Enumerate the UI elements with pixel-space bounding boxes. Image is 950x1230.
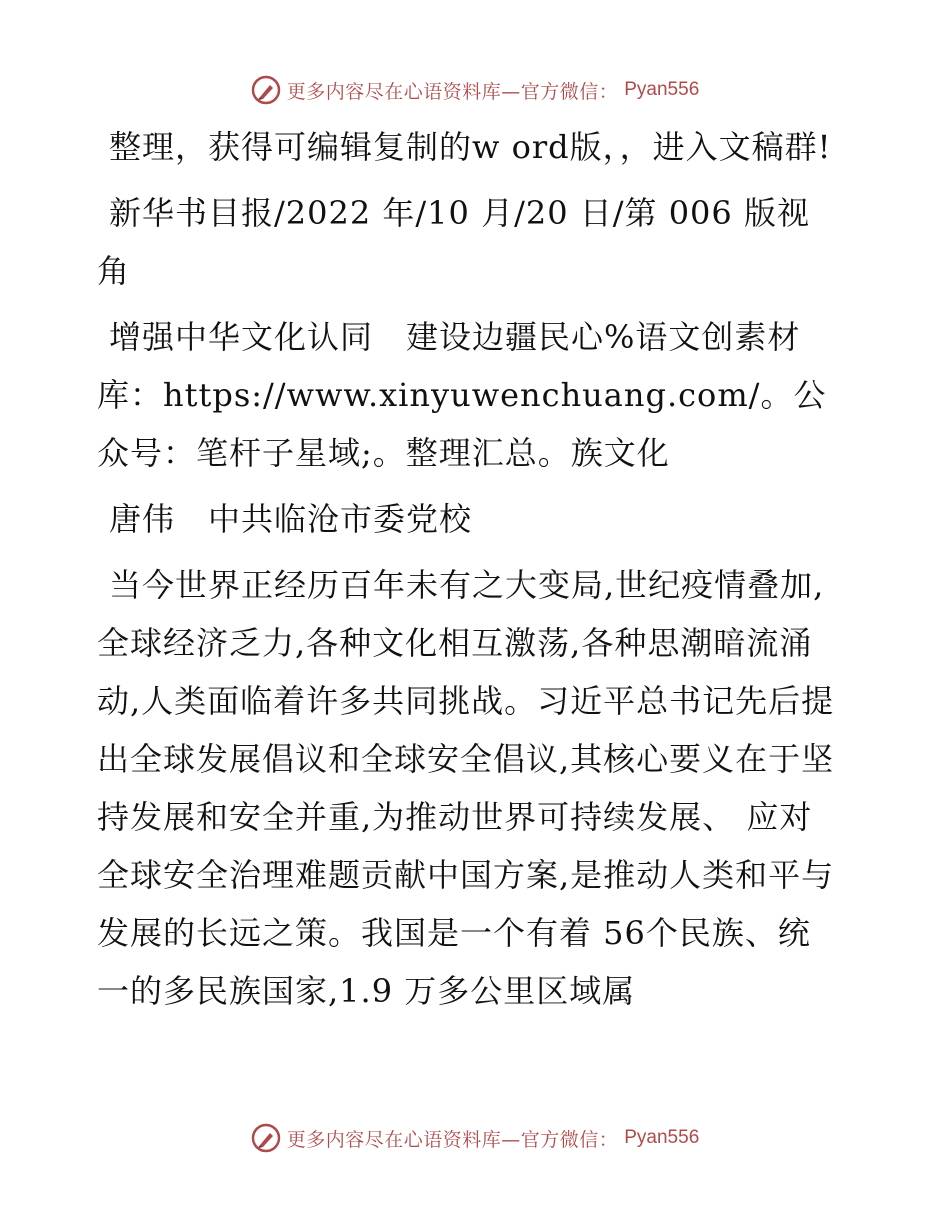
banner-text: 更多内容尽在心语资料库—官方微信： xyxy=(286,80,619,103)
paragraph-source: 新华书目报/2022 年/10 月/20 日/第 006 版视角 xyxy=(97,194,810,290)
footer-watermark-banner xyxy=(0,1120,950,1156)
banner-wechat-id: Pyan556 xyxy=(624,1127,700,1148)
document-body xyxy=(97,118,837,1028)
banner-text: 更多内容尽在心语资料库—官方微信： xyxy=(286,1128,619,1151)
paragraph-body: 当今世界正经历百年未有之大变局,世纪疫情叠加,全球经济乏力,各种文化相互激荡,各种思潮暗流涌动,人类面临着许多共同挑战。习近平总书记先后提出全球发展倡议和全球安全倡议,其核心要义在于坚持发展和安全并重,为推动世界可持续发展、 应对全球安全治理难题贡献中国方案,是推动人类和平与发展的长远之策。我国是一个有着 56个民族、统一的多民族国家,1.9 万多公里区域属 xyxy=(97,566,835,1010)
pen-logo-icon xyxy=(251,1123,281,1153)
paragraph-author: 唐伟 中共临沧市委党校 xyxy=(109,500,473,538)
paragraph-title: 增强中华文化认同 建设边疆民心%语文创素材库：https://www.xinyuwenchuang.com/。公众号：笔杆子星域;。整理汇总。族文化 xyxy=(97,318,827,472)
header-watermark-banner xyxy=(0,72,950,108)
paragraph-intro: 整理，获得可编辑复制的w ord版，，进入文稿群! xyxy=(109,128,832,166)
banner-wechat-id: Pyan556 xyxy=(624,79,700,100)
pen-logo-icon xyxy=(251,75,281,105)
